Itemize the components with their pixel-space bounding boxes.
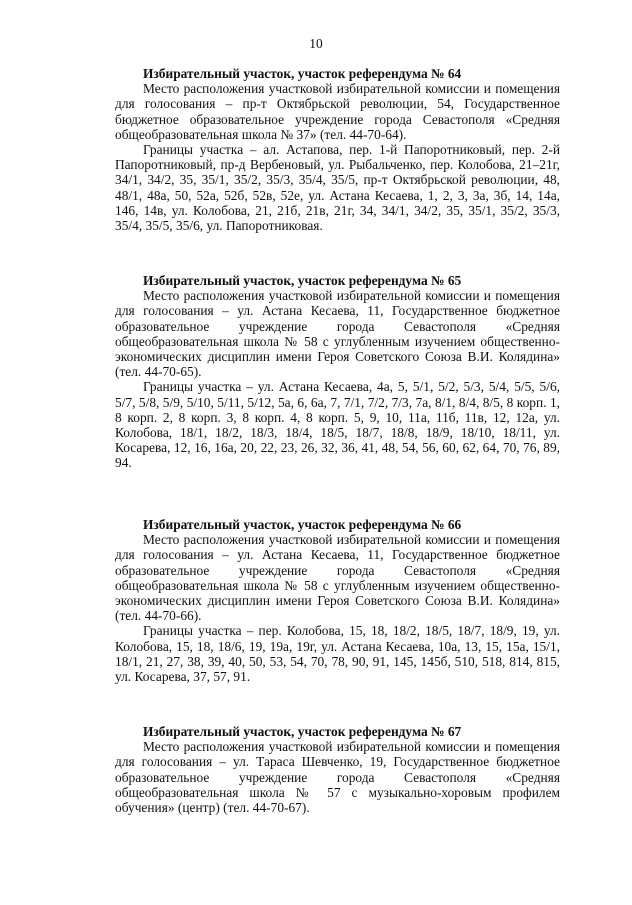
location-paragraph: Место расположения участковой избирательной комиссии и помещения для голосования – пр-т Октябрьской революции, 54, Государственное бюджетное образовательное учреждение города Севастополя «Средняя общеобразовательная школа № 37» (тел. 44-70-64). — [115, 81, 560, 142]
section-precinct-65 — [115, 273, 560, 471]
boundaries-paragraph: Границы участка – ул. Астана Кесаева, 4а, 5, 5/1, 5/2, 5/3, 5/4, 5/5, 5/6, 5/7, 5/8, 5/9, 5/10, 5/11, 5/12, 5а, 6, 6а, 7, 7/1, 7/2, 7/3, 7а, 8/1, 8/4, 8/5, 8 корп. 1, 8 корп. 2, 8 корп. 3, 8 корп. 4, 8 корп. 5, 9, 10, 11а, 11б, 11в, 12, 12а, ул. Колобова, 18/1, 18/2, 18/3, 18/4, 18/5, 18/7, 18/8, 18/9, 18/10, 18/11, ул. Косарева, 12, 16, 16а, 20, 22, 23, 26, 32, 36, 41, 48, 54, 56, 60, 62, 64, 70, 76, 89, 94. — [115, 379, 560, 471]
section-title: Избирательный участок, участок референдума № 66 — [143, 517, 462, 532]
section-title: Избирательный участок, участок референдума № 65 — [143, 273, 462, 288]
section-precinct-64 — [115, 66, 560, 233]
boundaries-paragraph: Границы участка – пер. Колобова, 15, 18, 18/2, 18/5, 18/7, 18/9, 19, ул. Колобова, 15, 18, 18/6, 19, 19а, 19г, ул. Астана Кесаева, 10а, 13, 15, 15а, 15/1, 18/1, 21, 27, 38, 39, 40, 50, 53, 54, 70, 78, 90, 91, 145, 145б, 510, 518, 814, 815, ул. Косарева, 37, 57, 91. — [115, 623, 560, 685]
page-number: 10 — [309, 36, 323, 51]
location-paragraph: Место расположения участковой избирательной комиссии и помещения для голосования – ул. Астана Кесаева, 11, Государственное бюджетное образовательное учреждение города Севастополя «Средняя общеобразовательная школа № 58 с углубленным изучением общественно-экономических дисциплин имени Героя Советского Союза В.И. Колядина» (тел. 44-70-65). — [115, 288, 560, 380]
section-title: Избирательный участок, участок референдума № 67 — [143, 724, 462, 739]
location-paragraph: Место расположения участковой избирательной комиссии и помещения для голосования – ул. Тараса Шевченко, 19, Государственное бюджетное образовательное учреждение города Севастополя «Средняя общеобразовательная школа № 57 с музыкально-хоровым профилем обучения» (центр) (тел. 44-70-67). — [115, 739, 560, 816]
location-paragraph: Место расположения участковой избирательной комиссии и помещения для голосования – ул. Астана Кесаева, 11, Государственное бюджетное образовательное учреждение города Севастополя «Средняя общеобразовательная школа № 58 с углубленным изучением общественно-экономических дисциплин имени Героя Советского Союза В.И. Колядина» (тел. 44-70-66). — [115, 532, 560, 624]
section-precinct-67 — [115, 724, 560, 815]
section-title: Избирательный участок, участок референдума № 64 — [143, 66, 462, 81]
boundaries-paragraph: Границы участка – ал. Астапова, пер. 1-й Папоротниковый, пер. 2-й Папоротниковый, пр-д Вербеновый, ул. Рыбальченко, пер. Колобова, 21–21г, 34/1, 34/2, 35, 35/1, 35/2, 35/3, 35/4, 35/5, пр-т Октябрьской революции, 48, 48/1, 48а, 50, 52а, 52б, 52в, 52е, ул. Астана Кесаева, 1, 2, 3, 3а, 3б, 14, 14а, 146, 14в, ул. Колобова, 21, 21б, 21в, 21г, 34, 34/1, 34/2, 35, 35/1, 35/2, 35/3, 35/4, 35/5, 35/6, ул. Папоротниковая. — [115, 142, 560, 234]
section-precinct-66 — [115, 517, 560, 684]
